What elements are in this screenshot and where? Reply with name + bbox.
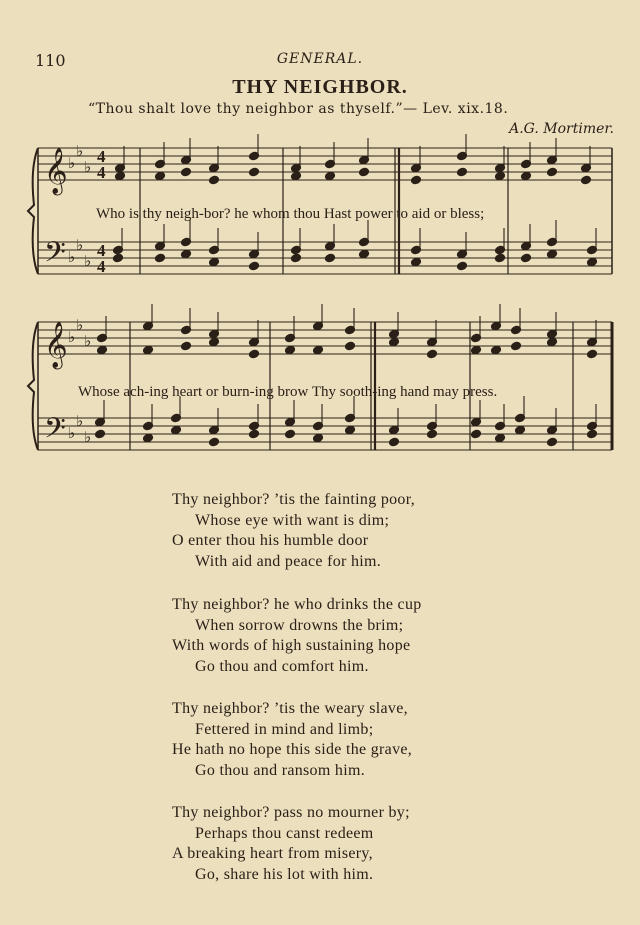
note-head — [143, 345, 154, 355]
verse-line: Go thou and comfort him. — [195, 657, 369, 675]
note-head — [511, 341, 522, 351]
verse-3 — [172, 700, 412, 782]
flat-sign: ♭ — [68, 154, 76, 172]
note-head — [325, 171, 336, 181]
note-head — [345, 425, 356, 435]
note-head — [313, 345, 324, 355]
epigraph: “Thou shalt love thy neighbor as thyself.”— Lev. xix.18. — [88, 101, 509, 117]
note-head — [285, 429, 296, 439]
verse-line: When sorrow drowns the brim; — [195, 616, 404, 634]
note-head — [457, 167, 468, 177]
time-signature: 4 — [97, 163, 106, 182]
verse-line: With words of high sustaining hope — [172, 637, 411, 654]
note-head — [143, 433, 154, 443]
verse-line: Go thou and ransom him. — [195, 761, 365, 779]
lyric-line-1: Who is thy neigh-bor? he whom thou Hast power to aid or bless; — [96, 206, 485, 222]
note-head — [521, 171, 532, 181]
page-number: 110 — [35, 51, 66, 70]
note-head — [587, 349, 598, 359]
note-head — [515, 425, 526, 435]
flat-sign: ♭ — [68, 424, 76, 442]
verse-line: Whose eye with want is dim; — [195, 511, 390, 529]
note-head — [209, 437, 220, 447]
bass-clef: 𝄢 — [44, 412, 66, 452]
note-head — [209, 257, 220, 267]
system-brace — [28, 148, 38, 274]
verse-line: Thy neighbor? ’tis the fainting poor, — [172, 491, 416, 508]
note-head — [113, 253, 124, 263]
note-head — [491, 345, 502, 355]
note-head — [587, 429, 598, 439]
time-signature: 4 — [97, 147, 106, 166]
note-head — [547, 337, 558, 347]
note-head — [471, 345, 482, 355]
verse-line: Fettered in mind and limb; — [195, 720, 374, 738]
flat-sign: ♭ — [84, 252, 92, 270]
time-signature: 4 — [97, 241, 106, 260]
lyric-line-2: Whose ach-ing heart or burn-ing brow Thy sooth-ing hand may press. — [78, 384, 498, 400]
flat-sign: ♭ — [68, 248, 76, 266]
flat-sign: ♭ — [76, 316, 84, 334]
note-head — [359, 249, 370, 259]
note-head — [495, 253, 506, 263]
note-head — [291, 171, 302, 181]
verse-line: With aid and peace for him. — [195, 552, 382, 570]
note-head — [457, 261, 468, 271]
verse-line: A breaking heart from misery, — [172, 845, 373, 862]
note-head — [313, 433, 324, 443]
note-head — [291, 253, 302, 263]
flat-sign: ♭ — [84, 428, 92, 446]
note-head — [155, 171, 166, 181]
note-head — [325, 253, 336, 263]
flat-sign: ♭ — [68, 328, 76, 346]
note-head — [581, 175, 592, 185]
note-head — [249, 261, 260, 271]
treble-clef: 𝄞 — [44, 322, 68, 368]
note-head — [495, 171, 506, 181]
verse-line: Thy neighbor? pass no mourner by; — [172, 804, 410, 821]
note-head — [411, 257, 422, 267]
note-head — [181, 167, 192, 177]
verse-line: He hath no hope this side the grave, — [172, 741, 413, 758]
verse-line: Thy neighbor? he who drinks the cup — [172, 596, 422, 613]
note-head — [285, 345, 296, 355]
flat-sign: ♭ — [84, 332, 92, 350]
note-head — [249, 349, 260, 359]
note-head — [345, 341, 356, 351]
note-head — [115, 171, 126, 181]
system-brace — [28, 322, 38, 450]
note-head — [471, 429, 482, 439]
note-head — [171, 425, 182, 435]
verse-line: Thy neighbor? ’tis the weary slave, — [172, 700, 408, 717]
flat-sign: ♭ — [76, 236, 84, 254]
composer-credit: A.G. Mortimer. — [509, 121, 614, 137]
note-head — [389, 437, 400, 447]
note-head — [181, 249, 192, 259]
flat-sign: ♭ — [76, 412, 84, 430]
note-head — [359, 167, 370, 177]
verse-line: Perhaps thou canst redeem — [195, 824, 374, 842]
time-signature: 4 — [97, 257, 106, 276]
note-head — [209, 337, 220, 347]
note-head — [547, 167, 558, 177]
note-head — [181, 341, 192, 351]
note-head — [249, 167, 260, 177]
note-head — [495, 433, 506, 443]
note-head — [547, 437, 558, 447]
verse-line: Go, share his lot with him. — [195, 865, 374, 883]
note-head — [427, 349, 438, 359]
note-head — [97, 345, 108, 355]
flat-sign: ♭ — [84, 158, 92, 176]
verse-2 — [172, 596, 422, 678]
note-head — [155, 253, 166, 263]
note-head — [547, 249, 558, 259]
verse-4 — [172, 804, 410, 886]
note-head — [427, 429, 438, 439]
hymn-title: THY NEIGHBOR. — [232, 76, 408, 98]
note-head — [209, 175, 220, 185]
running-head: GENERAL. — [276, 51, 364, 67]
note-head — [249, 429, 260, 439]
treble-clef: 𝄞 — [44, 148, 68, 194]
flat-sign: ♭ — [76, 142, 84, 160]
bass-clef: 𝄢 — [44, 236, 66, 276]
note-head — [389, 337, 400, 347]
note-head — [587, 257, 598, 267]
verse-line: O enter thou his humble door — [172, 532, 369, 549]
note-head — [95, 429, 106, 439]
note-head — [411, 175, 422, 185]
note-head — [521, 253, 532, 263]
verse-1 — [172, 491, 415, 573]
